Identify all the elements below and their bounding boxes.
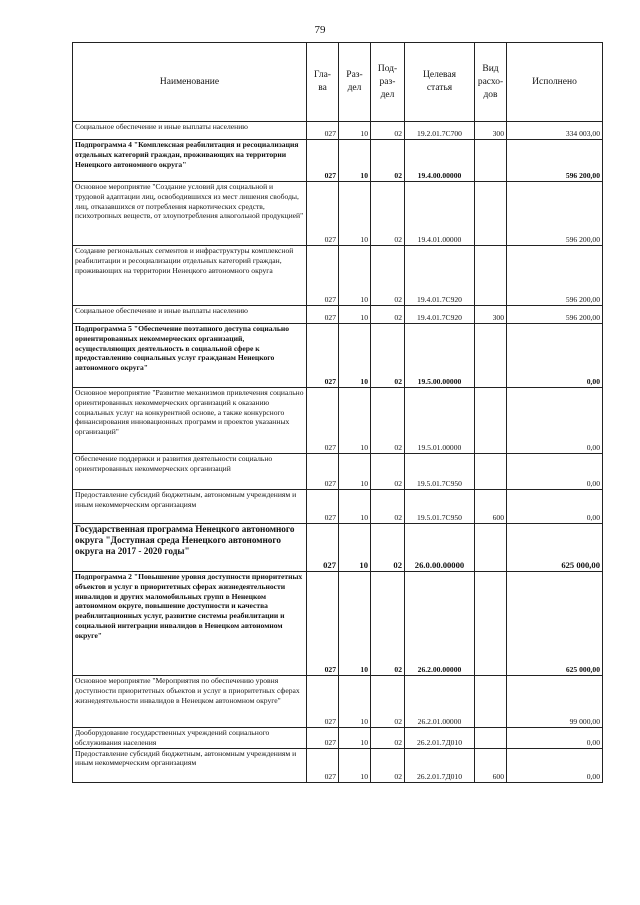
- row-target: 19.5.01.7С950: [405, 454, 475, 490]
- row-target: 19.5.01.7С950: [405, 490, 475, 524]
- row-done: 596 200,00: [507, 306, 603, 324]
- header-row: [73, 43, 603, 122]
- row-razdel: 10: [339, 676, 371, 728]
- row-podrazdel: 02: [371, 572, 405, 676]
- row-name: Обеспечение поддержки и развития деятельности социально ориентированных некоммерческих организаций: [73, 454, 307, 490]
- row-name: Предоставление субсидий бюджетным, автономным учреждениям и иным некоммерческим организациям: [73, 490, 307, 524]
- table-row: [73, 572, 603, 676]
- row-done: 596 200,00: [507, 246, 603, 306]
- row-podrazdel: 02: [371, 122, 405, 140]
- row-done: 625 000,00: [507, 524, 603, 572]
- row-glava: 027: [307, 572, 339, 676]
- table-row: [73, 182, 603, 246]
- table-row: [73, 388, 603, 454]
- row-razdel: 10: [339, 572, 371, 676]
- row-podrazdel: 02: [371, 182, 405, 246]
- table-row: [73, 524, 603, 572]
- row-glava: 027: [307, 324, 339, 388]
- row-glava: 027: [307, 122, 339, 140]
- row-done: 596 200,00: [507, 140, 603, 182]
- row-vid: 600: [475, 748, 507, 782]
- row-target: 19.4.01.7С920: [405, 246, 475, 306]
- row-vid: 600: [475, 490, 507, 524]
- header-razdel: Раз- дел: [339, 43, 371, 122]
- row-vid: [475, 324, 507, 388]
- row-razdel: 10: [339, 728, 371, 749]
- row-vid: [475, 572, 507, 676]
- row-vid: [475, 454, 507, 490]
- table-row: [73, 324, 603, 388]
- row-glava: 027: [307, 676, 339, 728]
- row-podrazdel: 02: [371, 728, 405, 749]
- row-podrazdel: 02: [371, 306, 405, 324]
- row-razdel: 10: [339, 306, 371, 324]
- row-vid: [475, 524, 507, 572]
- row-target: 26.0.00.00000: [405, 524, 475, 572]
- row-target: 19.5.01.00000: [405, 388, 475, 454]
- row-name: Государственная программа Ненецкого автономного округа "Доступная среда Ненецкого автономного округа на 2017 - 2020 годы": [73, 524, 307, 572]
- header-glava: Гла- ва: [307, 43, 339, 122]
- row-glava: 027: [307, 182, 339, 246]
- header-vid: Вид расхо- дов: [475, 43, 507, 122]
- row-target: 19.5.00.00000: [405, 324, 475, 388]
- row-done: 0,00: [507, 324, 603, 388]
- row-target: 19.2.01.7С700: [405, 122, 475, 140]
- row-done: 0,00: [507, 388, 603, 454]
- row-name: Основное мероприятие "Мероприятия по обеспечению уровня доступности приоритетных объектов и услуг в приоритетных сферах жизнедеятельности инвалидов в Ненецком автономном округе": [73, 676, 307, 728]
- row-podrazdel: 02: [371, 140, 405, 182]
- row-glava: 027: [307, 246, 339, 306]
- row-done: 0,00: [507, 748, 603, 782]
- row-name: Социальное обеспечение и иные выплаты населению: [73, 306, 307, 324]
- row-done: 0,00: [507, 454, 603, 490]
- header-name: Наименование: [73, 43, 307, 122]
- row-vid: [475, 140, 507, 182]
- row-razdel: 10: [339, 524, 371, 572]
- table-row: [73, 490, 603, 524]
- row-done: 99 000,00: [507, 676, 603, 728]
- row-done: 0,00: [507, 490, 603, 524]
- table-row: [73, 676, 603, 728]
- row-glava: 027: [307, 728, 339, 749]
- row-glava: 027: [307, 748, 339, 782]
- row-glava: 027: [307, 140, 339, 182]
- row-glava: 027: [307, 306, 339, 324]
- row-name: Создание региональных сегментов и инфраструктуры комплексной реабилитации и ресоциализации отдельных категорий граждан, проживающих на территории Ненецкого автономного округа: [73, 246, 307, 306]
- row-glava: 027: [307, 490, 339, 524]
- row-vid: [475, 246, 507, 306]
- row-podrazdel: 02: [371, 454, 405, 490]
- row-podrazdel: 02: [371, 388, 405, 454]
- row-razdel: 10: [339, 324, 371, 388]
- budget-table: [72, 42, 603, 783]
- page-number: 79: [314, 24, 326, 36]
- row-podrazdel: 02: [371, 324, 405, 388]
- row-razdel: 10: [339, 182, 371, 246]
- row-podrazdel: 02: [371, 524, 405, 572]
- row-target: 19.4.01.7С920: [405, 306, 475, 324]
- row-vid: 300: [475, 122, 507, 140]
- row-done: 334 003,00: [507, 122, 603, 140]
- row-target: 19.4.01.00000: [405, 182, 475, 246]
- header-done: Исполнено: [507, 43, 603, 122]
- row-vid: [475, 388, 507, 454]
- row-podrazdel: 02: [371, 246, 405, 306]
- row-target: 19.4.00.00000: [405, 140, 475, 182]
- table-row: [73, 306, 603, 324]
- row-done: 0,00: [507, 728, 603, 749]
- table-body: [73, 122, 603, 783]
- row-name: Дооборудование государственных учреждений социального обслуживания населения: [73, 728, 307, 749]
- row-razdel: 10: [339, 388, 371, 454]
- table-row: [73, 454, 603, 490]
- row-name: Предоставление субсидий бюджетным, автономным учреждениям и иным некоммерческим организациям: [73, 748, 307, 782]
- row-podrazdel: 02: [371, 490, 405, 524]
- row-target: 26.2.01.00000: [405, 676, 475, 728]
- row-name: Основное мероприятие "Создание условий для социальной и трудовой адаптации лиц, освободившихся из мест лишения свободы, лиц, отказавшихся от потребления наркотических средств, психотропных веществ, от злоупотребления алкогольной продукцией": [73, 182, 307, 246]
- row-target: 26.2.00.00000: [405, 572, 475, 676]
- header-podrazdel: Под- раз- дел: [371, 43, 405, 122]
- table-row: [73, 748, 603, 782]
- row-razdel: 10: [339, 246, 371, 306]
- row-vid: [475, 182, 507, 246]
- row-name: Основное мероприятие "Развитие механизмов привлечения социально ориентированных некоммерческих организаций к оказанию социальных услуг на конкурентной основе, а также конкурсного финансирования инновационных программ и проектов указанных организаций": [73, 388, 307, 454]
- row-vid: 300: [475, 306, 507, 324]
- row-razdel: 10: [339, 490, 371, 524]
- row-vid: [475, 728, 507, 749]
- row-name: Социальное обеспечение и иные выплаты населению: [73, 122, 307, 140]
- row-razdel: 10: [339, 748, 371, 782]
- row-done: 625 000,00: [507, 572, 603, 676]
- row-name: Подпрограмма 4 "Комплексная реабилитация и ресоциализация отдельных категорий граждан, проживающих на территории Ненецкого автономного округа": [73, 140, 307, 182]
- row-vid: [475, 676, 507, 728]
- table-row: [73, 246, 603, 306]
- row-target: 26.2.01.7Д010: [405, 748, 475, 782]
- row-done: 596 200,00: [507, 182, 603, 246]
- row-podrazdel: 02: [371, 676, 405, 728]
- row-glava: 027: [307, 454, 339, 490]
- row-podrazdel: 02: [371, 748, 405, 782]
- row-razdel: 10: [339, 140, 371, 182]
- row-name: Подпрограмма 5 "Обеспечение поэтапного доступа социально ориентированных некоммерческих организаций, осуществляющих деятельность в социальной сфере к предоставлению социальных услуг гражданам Ненецкого автономного округа": [73, 324, 307, 388]
- header-target: Целевая статья: [405, 43, 475, 122]
- row-target: 26.2.01.7Д010: [405, 728, 475, 749]
- row-razdel: 10: [339, 122, 371, 140]
- row-glava: 027: [307, 388, 339, 454]
- row-name: Подпрограмма 2 "Повышение уровня доступности приоритетных объектов и услуг в приоритетных сферах жизнедеятельности инвалидов и других маломобильных групп в Ненецком автономном округе, повышение доступности и качества реабилитационных услуг, развитие системы реабилитации и социальной интеграции инвалидов в Ненецком автономном округе": [73, 572, 307, 676]
- row-glava: 027: [307, 524, 339, 572]
- table-row: [73, 140, 603, 182]
- row-razdel: 10: [339, 454, 371, 490]
- table-row: [73, 122, 603, 140]
- table-row: [73, 728, 603, 749]
